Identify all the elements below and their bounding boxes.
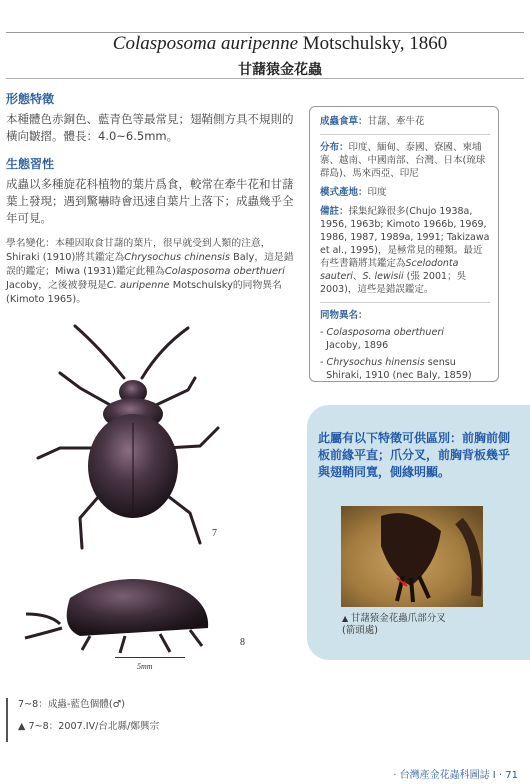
note-part: Motschulsky的同物異名(Kimoto 1965)。 bbox=[6, 280, 282, 305]
syn-italic: Chrysochus hinensis bbox=[326, 357, 425, 368]
footer-sep: · bbox=[495, 770, 506, 781]
beetle-figures bbox=[20, 318, 280, 688]
caption-line2-row bbox=[18, 720, 288, 733]
left-column bbox=[6, 90, 298, 307]
sci-name-italic: Colasposoma auripenne bbox=[112, 33, 299, 54]
triangle-marker-icon: ▲ bbox=[18, 721, 29, 732]
type-text: 印度 bbox=[367, 187, 387, 198]
header-bottom-rule bbox=[6, 78, 524, 79]
note-part: Baly，這是錯誤的鑑定；Miwa (1931)鑑定此種為 bbox=[6, 252, 294, 277]
species-info-box bbox=[309, 106, 499, 382]
photo-caption bbox=[342, 613, 446, 637]
caption-line1: 7~8：成蟲-藍色個體(♂) bbox=[18, 699, 125, 710]
divider bbox=[320, 302, 490, 303]
host-label: 成蟲食草： bbox=[320, 116, 368, 127]
figure-caption bbox=[6, 698, 288, 742]
syn-text: sensu bbox=[424, 357, 456, 368]
distribution bbox=[320, 141, 490, 180]
claw-photo bbox=[341, 506, 483, 607]
scientific-name bbox=[40, 33, 520, 55]
photo-caption-line2: (箭頭處) bbox=[342, 625, 378, 636]
syn-text: Jacoby, 1896 bbox=[326, 340, 389, 351]
rem-text: 採集紀錄很多(Chujo 1938a, 1956, 1963b; Kimoto 1966b, 1969, 1986, 1987, 1989a, 1991; Takizawa et al., 1995)，是極常見的種類。最近有些書籍將其鑑定為 bbox=[320, 206, 490, 269]
scale-label: 5mm bbox=[137, 662, 153, 671]
habits-heading: 生態習性 bbox=[6, 157, 55, 171]
claw-photo-image bbox=[341, 506, 483, 607]
note-part: Jacoby，之後被發現是 bbox=[6, 280, 107, 291]
chinese-name: 甘藷猿金花蟲 bbox=[238, 62, 322, 78]
rem-italic: Scelodonta sauteri bbox=[320, 258, 459, 282]
synonym-2: - Chrysochus hinensis sensu Shiraki, 1910 (nec Baly, 1859) bbox=[320, 357, 472, 381]
species-title bbox=[40, 33, 520, 79]
photo-caption-line1: 甘藷猿金花蟲爪部分叉 bbox=[350, 613, 446, 624]
host-plants bbox=[320, 115, 490, 128]
dist-text: 印度、緬甸、泰國、寮國、柬埔寨、越南、中國南部、台灣、日本(琉球群島)、馬來西亞、印尼 bbox=[320, 142, 486, 179]
figure-7-label: 7 bbox=[212, 528, 217, 539]
rem-label: 備註： bbox=[320, 206, 349, 217]
bullet-icon: · bbox=[393, 770, 400, 781]
note-part: 學名變化：本種因取食甘藷的葉片，很早就受到人類的注意，Shiraki (1910)將其鑑定為 bbox=[6, 238, 271, 263]
rem-italic: S. lewisii bbox=[362, 271, 404, 282]
type-locality bbox=[320, 186, 490, 199]
note-italic: C. auripenne bbox=[106, 280, 170, 291]
dist-label: 分布： bbox=[320, 142, 349, 153]
syn-text: Shiraki, 1910 (nec Baly, 1859) bbox=[326, 370, 472, 381]
synonyms-label: 同物異名： bbox=[320, 310, 368, 321]
morphology-heading: 形態特徵 bbox=[6, 92, 55, 106]
habits-text: 成蟲以多種旋花科植物的葉片爲食，較常在牽牛花和甘藷葉上發現；遇到驚嚇時會迅速自葉片上落下；成蟲幾乎全年可見。 bbox=[6, 177, 294, 225]
rem-text: (張 2001；吳 2003)，這些是錯誤鑑定。 bbox=[320, 271, 467, 295]
beetle-lateral-image bbox=[25, 579, 208, 653]
figure-8-label: 8 bbox=[240, 637, 245, 648]
rem-text: 、 bbox=[352, 271, 363, 282]
page-number: 71 bbox=[505, 770, 518, 781]
triangle-marker-icon: ▲ bbox=[342, 614, 351, 623]
caption-line2: 7~8：2007.IV/台北縣/鄭興宗 bbox=[28, 721, 160, 732]
genus-feature-text: 此屬有以下特徵可供區別：前胸前側板前緣平直；爪分叉，前胸背板幾乎與翅鞘同寬，側緣明顯。 bbox=[318, 431, 511, 479]
syn-italic: Colasposoma oberthueri bbox=[326, 327, 444, 338]
host-text: 甘藷、牽牛花 bbox=[367, 116, 425, 127]
author-year: Motschulsky, 1860 bbox=[298, 33, 448, 54]
divider bbox=[320, 134, 490, 135]
nomenclature-note bbox=[6, 237, 298, 307]
note-italic: Chrysochus chinensis bbox=[124, 252, 230, 263]
scale-bar bbox=[115, 657, 185, 658]
book-title: 台灣產金花蟲科圖誌 I bbox=[399, 770, 496, 781]
note-italic: Colasposoma oberthueri bbox=[164, 266, 285, 277]
morphology-text: 本種體色赤銅色、藍青色等最常見；翅鞘側方具不規則的橫向皺摺。體長：4.0~6.5mm。 bbox=[6, 112, 294, 143]
type-label: 模式產地： bbox=[320, 187, 368, 198]
remarks bbox=[320, 205, 490, 296]
page-footer bbox=[393, 766, 518, 781]
synonym-1: - Colasposoma oberthueri Jacoby, 1896 bbox=[320, 327, 444, 351]
